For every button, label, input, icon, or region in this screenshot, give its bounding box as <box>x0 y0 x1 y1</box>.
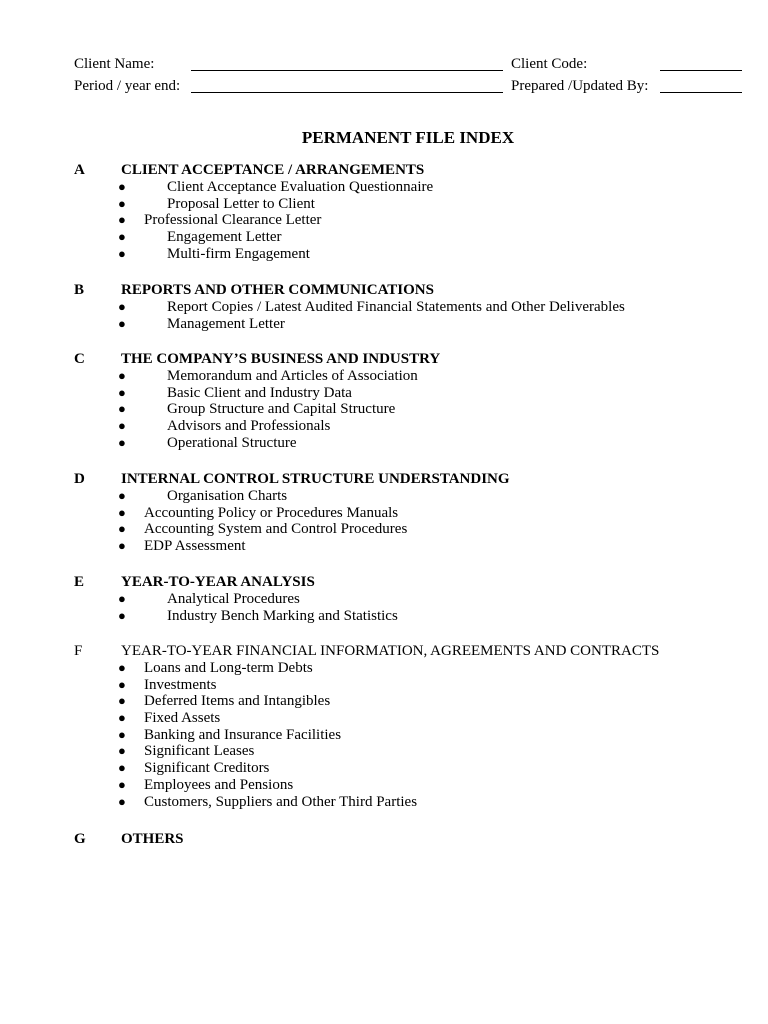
list-item: ● Management Letter <box>118 315 285 332</box>
list-item: ● Analytical Procedures <box>118 591 300 607</box>
section-letter: B <box>74 282 85 298</box>
list-item: ● Customers, Suppliers and Other Third Parties <box>118 793 418 810</box>
section-title: YEAR-TO-YEAR ANALYSIS <box>121 574 315 590</box>
section-letter: F <box>74 643 83 659</box>
list-item: ● Client Acceptance Evaluation Questionnaire <box>118 179 434 195</box>
bullet-icon: ● <box>118 760 126 776</box>
bullet-icon: ● <box>118 315 126 331</box>
list-item: ● Accounting System and Control Procedures <box>118 521 408 538</box>
list-item: ● Significant Creditors <box>118 760 270 777</box>
list-item: ● Memorandum and Articles of Association <box>118 368 418 384</box>
list-item: ● Report Copies / Latest Audited Financial Statements and Other Deliverables <box>118 299 625 315</box>
section-items <box>0 591 768 624</box>
list-item: ● Basic Client and Industry Data <box>118 384 352 401</box>
bullet-icon: ● <box>118 418 126 434</box>
list-item: ● Professional Clearance Letter <box>118 212 322 229</box>
bullet-icon: ● <box>118 776 126 792</box>
bullet-icon: ● <box>118 384 126 400</box>
list-item: ● Operational Structure <box>118 434 297 451</box>
bullet-icon: ● <box>118 488 126 503</box>
list-item: ● Advisors and Professionals <box>118 418 331 435</box>
client-code-label: Client Code: <box>511 56 588 72</box>
section-items <box>0 179 768 262</box>
bullet-icon: ● <box>118 710 126 726</box>
list-item: ● Banking and Insurance Facilities <box>118 726 342 743</box>
bullet-icon: ● <box>118 179 126 194</box>
list-item: ● Deferred Items and Intangibles <box>118 693 331 710</box>
client-name-field[interactable] <box>191 70 503 71</box>
bullet-icon: ● <box>118 504 126 520</box>
list-item: ● Significant Leases <box>118 743 255 760</box>
bullet-icon: ● <box>118 607 126 623</box>
section-title: THE COMPANY’S BUSINESS AND INDUSTRY <box>121 351 441 367</box>
bullet-icon: ● <box>118 693 126 709</box>
list-item: ● Accounting Policy or Procedures Manuals <box>118 504 399 521</box>
list-item: ● EDP Assessment <box>118 538 246 555</box>
client-code-field[interactable] <box>660 70 742 71</box>
list-item: ● Loans and Long-term Debts <box>118 660 313 676</box>
list-item: ● Multi-firm Engagement <box>118 245 310 262</box>
bullet-icon: ● <box>118 591 126 606</box>
list-item: ● Engagement Letter <box>118 229 282 246</box>
list-item: ● Group Structure and Capital Structure <box>118 401 396 418</box>
bullet-icon: ● <box>118 368 126 383</box>
bullet-icon: ● <box>118 245 126 261</box>
list-item: ● Fixed Assets <box>118 710 221 727</box>
list-item: ● Proposal Letter to Client <box>118 195 315 212</box>
section-items <box>0 660 768 810</box>
list-item: ● Industry Bench Marking and Statistics <box>118 607 398 624</box>
section-title: INTERNAL CONTROL STRUCTURE UNDERSTANDING <box>121 471 510 487</box>
section-letter: D <box>74 471 85 487</box>
prepared-by-label: Prepared /Updated By: <box>511 78 649 94</box>
bullet-icon: ● <box>118 726 126 742</box>
section-title: CLIENT ACCEPTANCE / ARRANGEMENTS <box>121 162 425 178</box>
section-letter: C <box>74 351 85 367</box>
client-name-label: Client Name: <box>74 56 155 72</box>
bullet-icon: ● <box>118 743 126 759</box>
bullet-icon: ● <box>118 299 126 314</box>
bullet-icon: ● <box>118 212 126 228</box>
list-item: ● Organisation Charts <box>118 488 288 504</box>
section-title: OTHERS <box>121 831 184 847</box>
section-letter: A <box>74 162 85 178</box>
bullet-icon: ● <box>118 676 126 692</box>
period-label: Period / year end: <box>74 78 181 94</box>
bullet-icon: ● <box>118 401 126 417</box>
bullet-icon: ● <box>118 793 126 809</box>
bullet-icon: ● <box>118 195 126 211</box>
bullet-icon: ● <box>118 660 126 675</box>
page-title: PERMANENT FILE INDEX <box>301 128 515 147</box>
section-items <box>0 299 768 332</box>
bullet-icon: ● <box>118 434 126 450</box>
list-item: ● Employees and Pensions <box>118 776 294 793</box>
section-title: REPORTS AND OTHER COMMUNICATIONS <box>121 282 434 298</box>
prepared-by-field[interactable] <box>660 92 742 93</box>
bullet-icon: ● <box>118 521 126 537</box>
section-items <box>0 368 768 451</box>
section-items <box>0 488 768 555</box>
section-letter: G <box>74 831 86 847</box>
list-item: ● Investments <box>118 676 217 693</box>
section-letter: E <box>74 574 85 590</box>
section-title: YEAR-TO-YEAR FINANCIAL INFORMATION, AGREEMENTS AND CONTRACTS <box>121 643 660 659</box>
bullet-icon: ● <box>118 229 126 245</box>
bullet-icon: ● <box>118 538 126 554</box>
period-field[interactable] <box>191 92 503 93</box>
